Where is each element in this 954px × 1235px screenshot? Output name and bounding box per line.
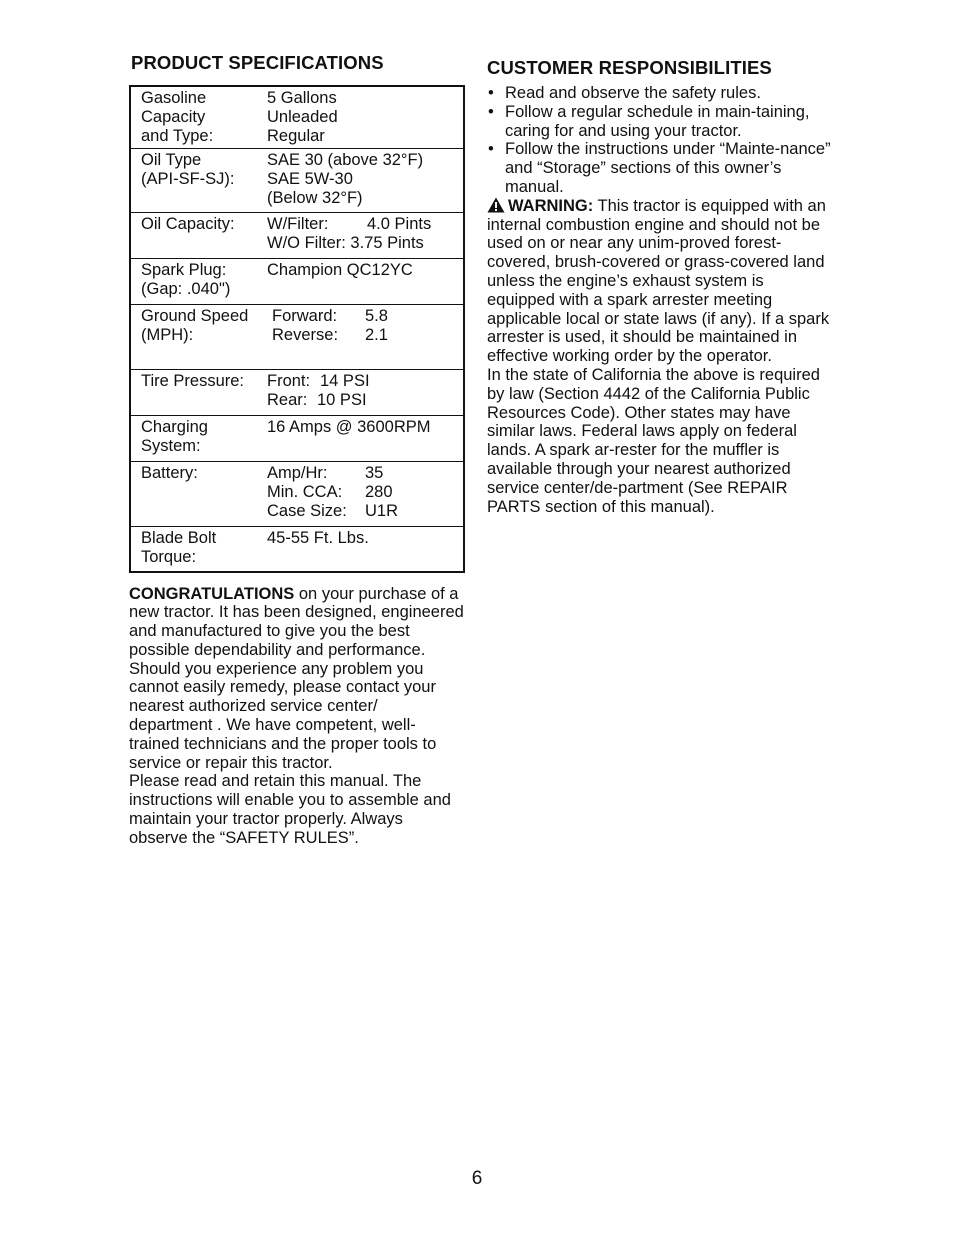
table-row <box>130 305 464 370</box>
list-item: • Follow the instructions under “Mainte-nance” and “Storage” sections of this owner’s manual. <box>487 140 832 196</box>
warning-label: WARNING: <box>508 196 594 215</box>
spec-value: Front: 14 PSI Rear: 10 PSI <box>267 370 464 416</box>
warning-paragraph <box>487 197 832 366</box>
page-number: 6 <box>471 1168 483 1189</box>
spec-value: 45-55 Ft. Lbs. <box>267 529 369 547</box>
spec-value: 5 Gallons Unleaded Regular <box>267 86 464 149</box>
spec-value: Champion QC12YC <box>267 259 464 305</box>
table-row <box>130 370 464 416</box>
congrats-lead: CONGRATULATIONS <box>129 584 295 603</box>
congrats-paragraph-3: Please read and retain this manual. The instructions will enable you to assemble and maintain your tractor properly. Always observe the “SAFETY RULES”. <box>129 772 451 847</box>
spec-value: SAE 30 (above 32°F) SAE 5W-30 (Below 32°F) <box>267 149 464 213</box>
table-row <box>130 149 464 213</box>
congrats-paragraph-2: Should you experience any problem you cannot easily remedy, please contact your nearest authorized service center/ department . We have competent, well-trained technicians and the proper tools to service or repair this tractor. <box>129 659 437 772</box>
list-item: • Follow a regular schedule in main-taining, caring for and using your tractor. <box>487 103 832 141</box>
warning-triangle-icon <box>487 197 505 213</box>
spec-value: Forward: 5.8 Reverse: 2.1 <box>267 305 464 370</box>
spec-label: Tire Pressure: <box>130 370 267 416</box>
table-row <box>130 259 464 305</box>
spec-value: W/Filter: 4.0 Pints W/O Filter: 3.75 Pints <box>267 213 464 259</box>
spec-label: Charging System: <box>130 416 267 462</box>
list-item: • Read and observe the safety rules. <box>487 84 832 103</box>
california-paragraph: In the state of California the above is required by law (Section 4442 of the California Public Resources Code). Other states may have similar laws. Federal laws apply on federal lands. A spark ar-rester for the muffler is available through your nearest authorized service center/de-partment (See REPAIR PARTS section of this manual). <box>487 365 820 516</box>
responsibilities-title: CUSTOMER RESPONSIBILITIES <box>487 57 772 78</box>
table-row <box>130 86 464 149</box>
spec-value: Amp/Hr: 35 Min. CCA: 280 Case Size: U1R <box>267 462 464 527</box>
table-row <box>130 416 464 462</box>
congratulations-section <box>129 585 465 848</box>
spec-label: Gasoline Capacity and Type: <box>130 86 267 149</box>
spec-label: Battery: <box>130 462 267 527</box>
warning-text: This tractor is equipped with an internal combustion engine and should not be used on or near any unim-proved forest-covered, brush-covered or grass-covered land unless the engine’s exhaust system is equipped with a spark arrester meeting applicable local or state laws (if any). If a spark arrester is used, it should be maintained in effective working order by the operator. <box>487 196 830 366</box>
spec-label: Oil Capacity: <box>130 213 267 259</box>
table-row <box>130 462 464 527</box>
table-row <box>130 213 464 259</box>
specs-table <box>129 85 465 573</box>
spec-label: Ground Speed (MPH): <box>130 305 267 370</box>
congrats-paragraph-1: CONGRATULATIONS on your purchase of a new tractor. It has been designed, engineered and manufactured to give you the best possible dependability and performance. <box>129 584 464 659</box>
left-column <box>129 52 465 848</box>
spec-label: Blade Bolt Torque: <box>141 529 217 566</box>
right-column <box>487 57 832 516</box>
responsibilities-list <box>487 84 832 197</box>
table-row <box>130 527 464 572</box>
spec-value: 16 Amps @ 3600RPM <box>267 416 464 462</box>
specs-title: PRODUCT SPECIFICATIONS <box>131 52 384 73</box>
spec-label: Spark Plug: (Gap: .040") <box>130 259 267 305</box>
spec-label: Oil Type (API-SF-SJ): <box>130 149 267 213</box>
